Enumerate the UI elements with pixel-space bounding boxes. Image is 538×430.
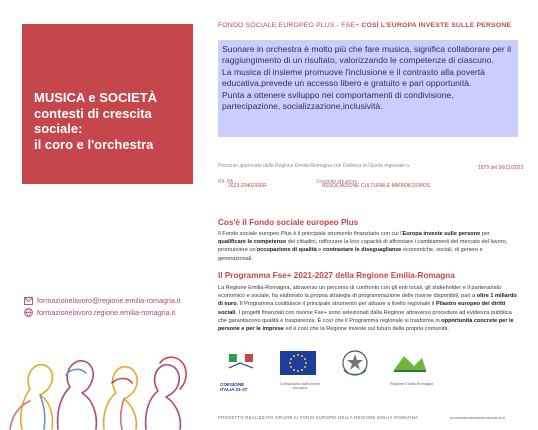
footer-website[interactable]: w.scuolamusicamikrokosmos.it (450, 415, 505, 420)
approval-text: Percorso approvato dalla Regione Emilia-Romagna con Delibera di Giunta regionale n. (218, 163, 411, 169)
globe-icon (24, 308, 33, 317)
approval-value: 1879 del 06/11/2023 (478, 165, 524, 171)
intro-paragraph-2: La musica di insieme promuove l'inclusione e il contrasto alla povertà educativa,prevede un accesso libero e gratuito e pari opportunità. (222, 66, 485, 89)
fse-tagline-emphasis: COSÌ L'EUROPA INVESTE SULLE PERSONE (361, 22, 512, 29)
website-link[interactable]: formazionelavoro.regione.emilia-romagna.it (37, 308, 176, 317)
fse-tagline (218, 22, 528, 29)
actuator-value: ASSOCIAZIONE CULTURALE MIKROKOSMOS (322, 183, 430, 189)
italian-emblem-icon (338, 345, 372, 381)
rif-label: Rif. PA (218, 179, 234, 185)
region-logo-icon (390, 345, 430, 381)
footer-funding-note: PROGETTO REALIZZATO GRAZIE AI FONDI EUROPEI DELLA REGIONE EMILIA-ROMAGNA (218, 415, 419, 420)
choir-illustration (0, 325, 200, 430)
program-section-title: Il Programma Fse+ 2021-2027 della Regione Emilia-Romagna (218, 271, 455, 280)
eu-caption: Cofinanziato dall'Unione europea (279, 382, 321, 390)
intro-box (218, 40, 518, 137)
coesione-caption-1: COESIONE (220, 382, 245, 387)
intro-paragraph-3: Punta a ottenere sviluppo nei comportamenti di condivisione, partecipazione, socializzazione,inclusività. (222, 89, 454, 112)
website-contact[interactable] (24, 308, 175, 317)
region-caption: Regione Emilia-Romagna (390, 382, 434, 386)
eu-flag-icon (278, 345, 318, 381)
actuator-label: Soggetto attuatore (316, 179, 358, 185)
fse-section-body: Il Fondo sociale europeo Plus è il principale strumento finanziario con cui l'Europa investe sulle persone per qualificare le competenze dei cittadini, rafforzare la loro capacità di affrontare i cambiamenti del mercato del lavoro, promuovere un'occupazione di qualità e contrastare le diseguaglianze economiche, sociali, di genere e generazionali. (218, 231, 508, 262)
email-link[interactable]: formazionelavoro@regione.emilia-romagna.it (37, 296, 181, 305)
cover-box (22, 24, 193, 184)
rif-value: 2023-20402/RER (228, 183, 267, 189)
fse-section-title: Cos'è il Fondo sociale europeo Plus (218, 218, 359, 227)
intro-paragraph-1: Suonare in orchestra è molto più che fare musica, significa collaborare per il raggiungimento di un risultato, valorizzando le competenze di ciascuno. (222, 44, 511, 66)
fse-tagline-prefix: FONDO SOCIALE EUROPEO PLUS - FSE+ (218, 22, 362, 29)
coesione-logo-icon (222, 345, 258, 381)
email-icon (24, 296, 33, 305)
cover-title: MUSICA e SOCIETÀ contesti di crescita sociale: il coro e l'orchestra (34, 90, 158, 152)
email-contact[interactable] (24, 296, 181, 305)
coesione-caption-2: ITALIA 21-27 (220, 387, 248, 392)
program-section-body: La Regione Emilia-Romagna, attraverso un percorso di confronto con gli enti locali, gli stakeholder e il partenariato economico e sociale, ha elaborato la propria strategia di programmazione delle risorse disponibili, pari a oltre 1 miliardo di euro. Il Programma costituisce il principale strumento per attuare a livello regionale il Pilastro europeo dei diritti sociali. I progetti finanziati con risorse Fse+ sono selezionati dalla Regione attraverso procedure ad evidenza pubblica che garantiscono qualità e trasparenza. È così che il Programma regionale si trasforma in opportunità concrete per le persone e per le imprese ed è così che la Regione investe sul futuro della propria comunità. (218, 285, 517, 333)
